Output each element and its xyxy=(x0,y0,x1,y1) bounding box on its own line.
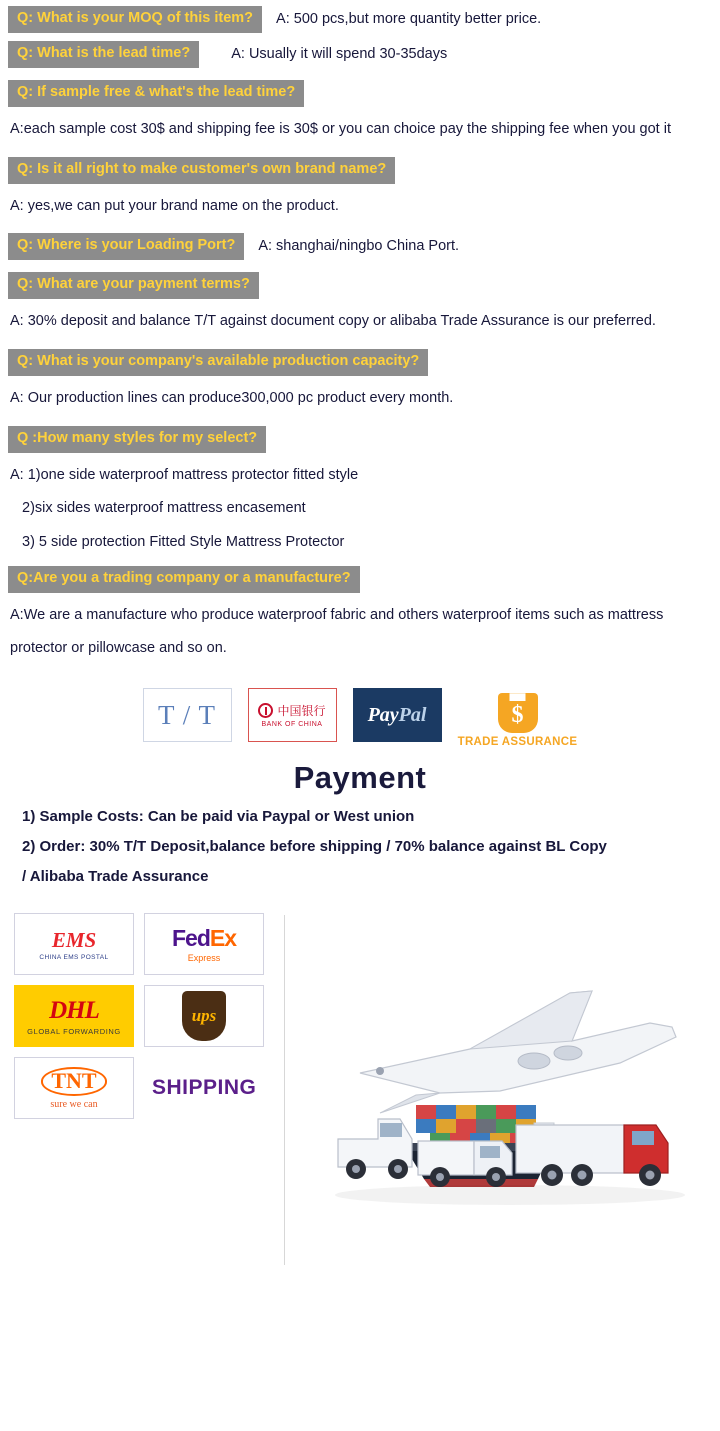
dhl-logo-text: DHL xyxy=(49,996,99,1024)
faq-item xyxy=(8,233,712,260)
boc-mark-row xyxy=(258,702,325,719)
faq-item xyxy=(8,157,712,184)
paypal-pay-text: Pay xyxy=(367,703,399,726)
faq-question: Q: If sample free & what's the lead time? xyxy=(8,80,304,107)
faq-answer-cont: protector or pillowcase and so on. xyxy=(10,640,227,657)
tt-logo-text: T / T xyxy=(157,699,216,730)
payment-term-cont: / Alibaba Trade Assurance xyxy=(22,867,209,885)
carrier-logos xyxy=(14,913,274,1129)
faq-answer: A: 30% deposit and balance T/T against document copy or alibaba Trade Assurance is our preferred. xyxy=(10,313,656,330)
trade-assurance-label: TRADE ASSURANCE xyxy=(457,736,578,749)
paypal-logo-text xyxy=(368,704,427,727)
payment-logos xyxy=(0,682,720,748)
faq-answer: A: 500 pcs,but more quantity better price. xyxy=(276,11,542,27)
ems-logo xyxy=(14,913,134,975)
faq-item xyxy=(8,426,712,453)
faq-item xyxy=(8,349,712,376)
trade-assurance-icon xyxy=(498,693,538,733)
ems-logo-text: EMS xyxy=(51,927,97,952)
fedex-ex-text: Ex xyxy=(209,925,237,952)
faq-question: Q: What is your company's available production capacity? xyxy=(8,349,428,376)
carrier-row xyxy=(14,985,274,1047)
tt-logo xyxy=(143,688,232,742)
trade-assurance-logo xyxy=(458,682,578,748)
tnt-logo xyxy=(14,1057,134,1119)
payment-term: 2) Order: 30% T/T Deposit,balance before shipping / 70% balance against BL Copy xyxy=(22,837,607,855)
ups-shield-icon xyxy=(182,991,226,1041)
bank-of-china-logo xyxy=(248,688,337,742)
payment-section xyxy=(0,682,720,887)
shipping-section xyxy=(0,913,720,1333)
faq-question: Q: What is your MOQ of this item? xyxy=(8,6,262,33)
carrier-row xyxy=(14,913,274,975)
faq-answer: A: Our production lines can produce300,000 pc product every month. xyxy=(10,389,454,406)
dhl-logo-sub: GLOBAL FORWARDING xyxy=(27,1026,121,1036)
faq-question: Q: What are your payment terms? xyxy=(8,272,259,299)
boc-english-text: BANK OF CHINA xyxy=(261,721,323,729)
shipping-heading: SHIPPING xyxy=(152,1076,257,1100)
tnt-logo-text: TNT xyxy=(41,1067,106,1095)
fedex-logo xyxy=(144,913,264,975)
fedex-logo-text xyxy=(172,925,236,952)
ups-logo xyxy=(144,985,264,1047)
fedex-fed-text: Fed xyxy=(171,925,210,952)
ups-logo-text: ups xyxy=(191,1006,217,1026)
faq-question: Q:Are you a trading company or a manufacture? xyxy=(8,566,360,593)
dhl-logo xyxy=(14,985,134,1047)
faq-item xyxy=(8,272,712,299)
carrier-row xyxy=(14,1057,274,1119)
faq-item xyxy=(8,566,712,593)
faq-question: Q: What is the lead time? xyxy=(8,41,199,68)
freight-illustration xyxy=(320,953,700,1233)
faq-item xyxy=(8,80,712,107)
faq-answer: A: Usually it will spend 30-35days xyxy=(231,45,448,62)
bank-of-china-icon xyxy=(258,703,273,718)
faq-answer: A: yes,we can put your brand name on the product. xyxy=(10,197,339,214)
delivery-van-icon xyxy=(338,1119,412,1179)
boc-chinese-text: 中国银行 xyxy=(277,704,326,719)
paypal-pal-text: Pal xyxy=(398,703,427,726)
payment-term: 1) Sample Costs: Can be paid via Paypal or West union xyxy=(22,808,415,826)
faq-answer: A:We are a manufacture who produce waterproof fabric and others waterproof items such as mattress xyxy=(10,606,664,623)
faq-answer: A: shanghai/ningbo China Port. xyxy=(258,238,460,255)
payment-title: Payment xyxy=(293,760,427,796)
ems-logo-sub: CHINA EMS POSTAL xyxy=(39,953,109,961)
faq-item xyxy=(8,41,712,68)
faq-question: Q :How many styles for my select? xyxy=(8,426,266,453)
faq-answer-sub: 3) 5 side protection Fitted Style Mattress Protector xyxy=(22,534,345,550)
dollar-sign: $ xyxy=(511,701,524,728)
faq-answer-sub: 2)six sides waterproof mattress encasement xyxy=(22,500,306,517)
faq-answer: A:each sample cost 30$ and shipping fee is 30$ or you can choice pay the shipping fee when you got it xyxy=(10,120,671,137)
faq-answer: A: 1)one side waterproof mattress protector fitted style xyxy=(10,466,359,483)
faq-question: Q: Is it all right to make customer's own brand name? xyxy=(8,157,395,184)
faq-item xyxy=(8,6,712,33)
tnt-logo-sub: sure we can xyxy=(50,1098,98,1110)
faq-section xyxy=(0,0,720,660)
faq-question: Q: Where is your Loading Port? xyxy=(8,233,244,260)
paypal-logo xyxy=(353,688,442,742)
airplane-icon xyxy=(360,991,676,1113)
section-divider xyxy=(284,915,285,1265)
fedex-logo-sub: Express xyxy=(187,953,221,964)
